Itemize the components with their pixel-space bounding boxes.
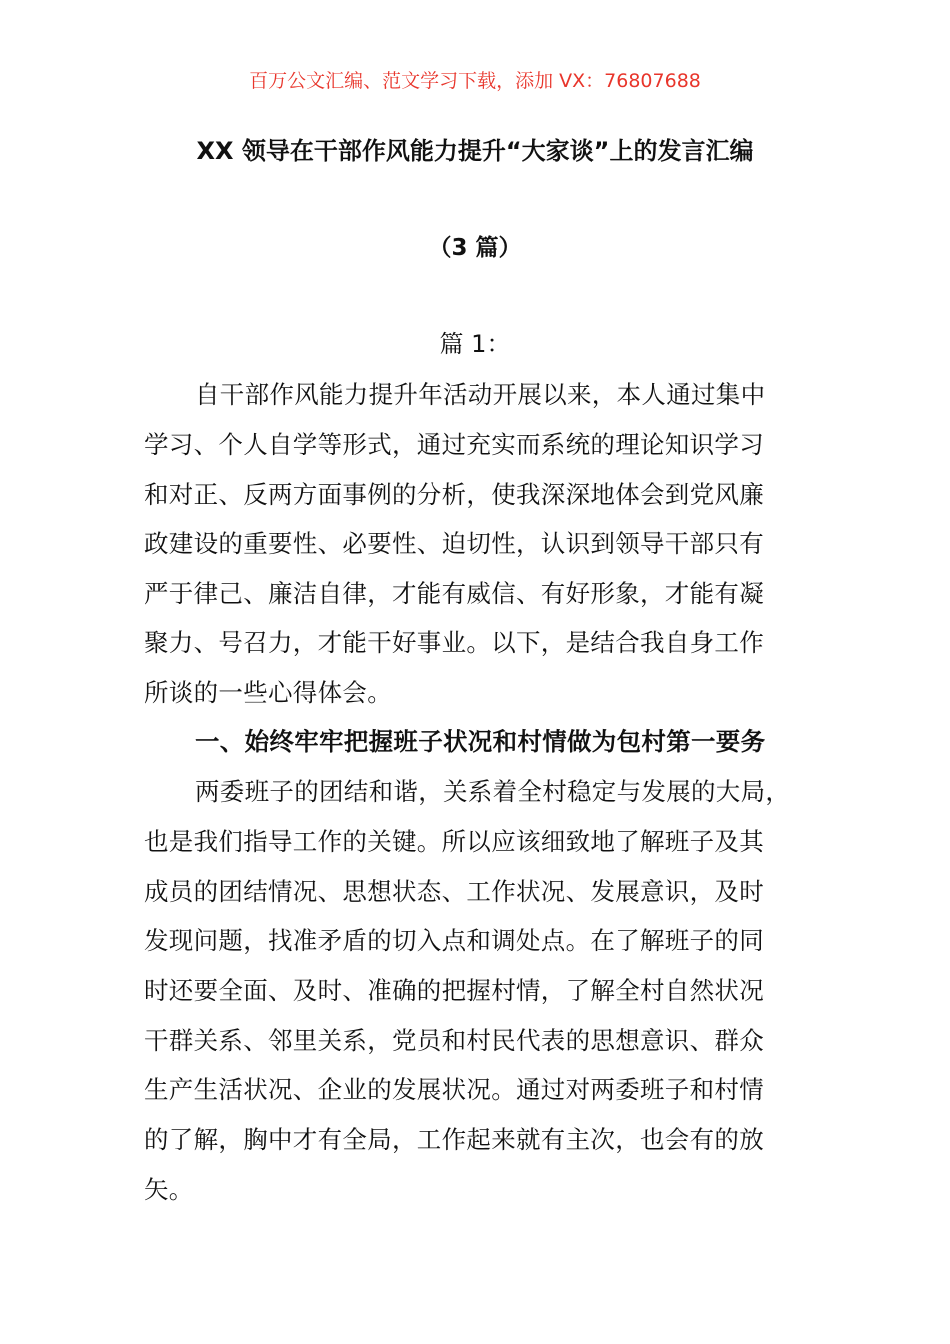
text-line: 生产生活状况、企业的发展状况。通过对两委班子和村情 (144, 1075, 764, 1104)
section-label: 篇 1： (439, 330, 511, 358)
text-line: 干群关系、邻里关系，党员和村民代表的思想意识、群众 (144, 1026, 764, 1055)
text-line: 也是我们指导工作的关键。所以应该细致地了解班子及其 (144, 827, 764, 856)
text-line: 严于律己、廉洁自律，才能有威信、有好形象，才能有凝 (144, 579, 764, 608)
text-line: 成员的团结情况、思想状态、工作状况、发展意识，及时 (144, 877, 764, 906)
document-title: XX 领导在干部作风能力提升“大家谈”上的发言汇编 (196, 137, 754, 165)
text-line: 两委班子的团结和谐，关系着全村稳定与发展的大局， (195, 777, 791, 806)
text-line: 时还要全面、及时、准确的把握村情，了解全村自然状况 (144, 976, 764, 1005)
text-line: 矢。 (144, 1175, 194, 1204)
promo-banner: 百万公文汇编、范文学习下载，添加 VX：76807688 (249, 70, 701, 92)
text-line: 学习、个人自学等形式，通过充实而系统的理论知识学习 (144, 430, 764, 459)
text-line: 聚力、号召力，才能干好事业。以下，是结合我自身工作 (144, 628, 764, 657)
section-heading: 一、始终牢牢把握班子状况和村情做为包村第一要务 (195, 727, 766, 756)
text-line: 的了解，胸中才有全局，工作起来就有主次，也会有的放 (144, 1125, 764, 1154)
text-line: 和对正、反两方面事例的分析，使我深深地体会到党风廉 (144, 480, 764, 509)
document-count: （3 篇） (428, 235, 522, 261)
text-line: 政建设的重要性、必要性、迫切性，认识到领导干部只有 (144, 529, 764, 558)
text-line: 发现问题，找准矛盾的切入点和调处点。在了解班子的同 (144, 926, 764, 955)
text-line: 自干部作风能力提升年活动开展以来，本人通过集中 (195, 380, 766, 409)
text-line: 所谈的一些心得体会。 (144, 678, 392, 707)
